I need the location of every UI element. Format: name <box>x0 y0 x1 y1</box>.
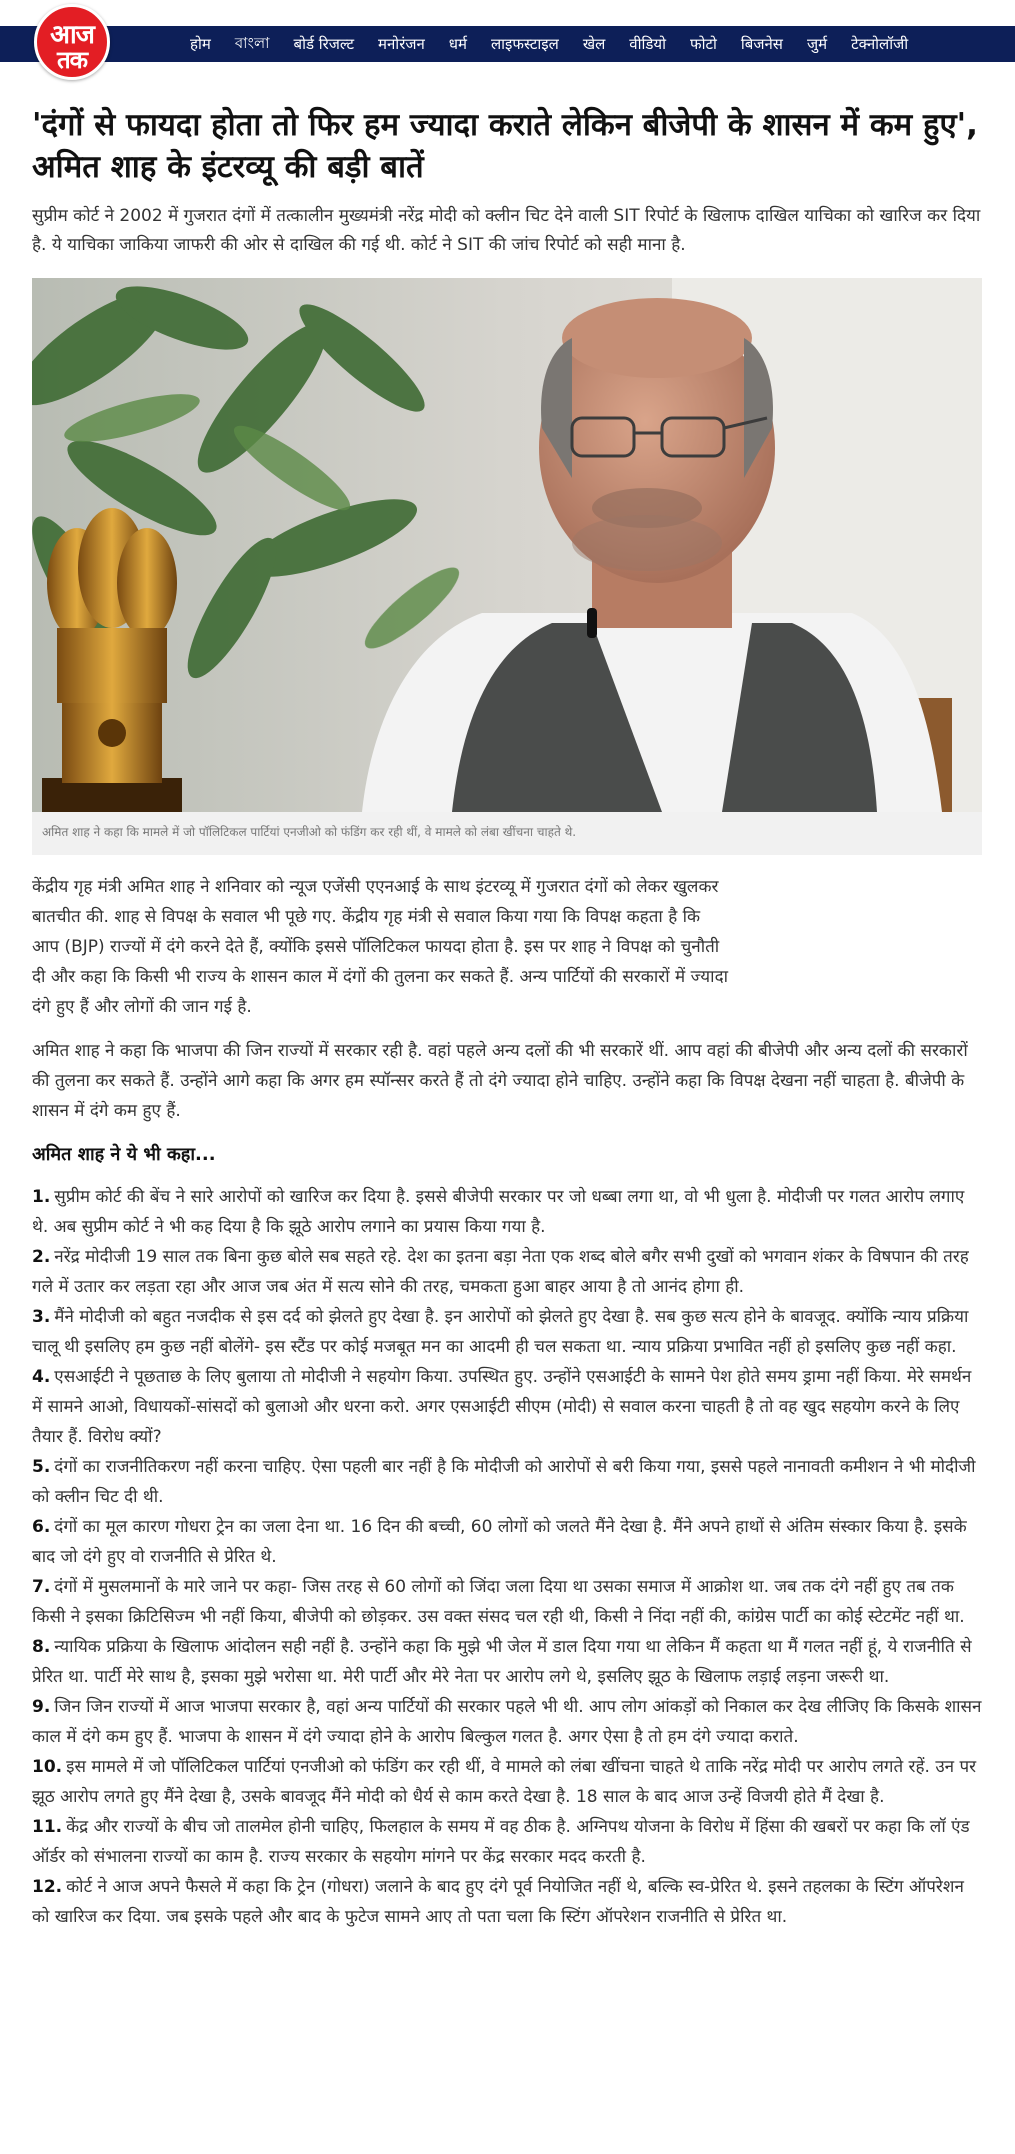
nav-item[interactable]: फोटो <box>690 35 717 53</box>
key-point-number: 9. <box>32 1697 51 1717</box>
key-point-number: 10. <box>32 1757 63 1777</box>
key-point-text: एसआईटी ने पूछताछ के लिए बुलाया तो मोदीजी ने सहयोग किया. उपस्थित हुए. उन्होंने एसआईटी के सामने पेश होते समय ड्रामा नहीं किया. मेरे समर्थन में सामने आओ, विधायकों-सांसदों को बुलाओ और धरना करो. अगर एसआईटी सीएम (मोदी) से सवाल करना चाहती है तो वह खुद सहयोग करने के लिए तैयार हैं. विरोध क्यों? <box>32 1367 972 1447</box>
key-point <box>32 1362 982 1452</box>
nav-item[interactable]: बिजनेस <box>740 35 783 53</box>
key-point <box>32 1572 982 1632</box>
key-point <box>32 1182 982 1242</box>
main-navigation <box>190 26 932 62</box>
key-point-number: 12. <box>32 1877 63 1897</box>
key-point-text: जिन जिन राज्यों में आज भाजपा सरकार है, वहां अन्य पार्टियों की सरकार पहले भी थी. आप लोग आंकड़ों को निकाल कर देख लीजिए कि किसके शासन काल में दंगे कम हुए हैं. भाजपा के शासन में दंगे ज्यादा होने के आरोप बिल्कुल गलत है. अगर ऐसा है तो हम दंगे ज्यादा कराते. <box>32 1697 982 1747</box>
logo-line1: आज <box>50 20 94 50</box>
key-point-text: दंगों में मुसलमानों के मारे जाने पर कहा- जिस तरह से 60 लोगों को जिंदा जला दिया था उसका समाज में आक्रोश था. जब तक दंगे नहीं हुए तब तक किसी ने इसका क्रिटिसिज्म भी नहीं किया, बीजेपी को छोड़कर. उस वक्त संसद चल रही थी, किसी ने निंदा नहीं की, कांग्रेस पार्टी का कोई स्टेटमेंट नहीं था. <box>32 1577 965 1627</box>
article-paragraph: केंद्रीय गृह मंत्री अमित शाह ने शनिवार को न्यूज एजेंसी एएनआई के साथ इंटरव्यू में गुजरात दंगों को लेकर खुलकर बातचीत की. शाह से विपक्ष के सवाल भी पूछे गए. केंद्रीय गृह मंत्री से सवाल किया गया कि विपक्ष कहता है कि आप (BJP) राज्यों में दंगे करने देते हैं, क्योंकि इससे पॉलिटिकल फायदा होता है. इस पर शाह ने विपक्ष को चुनौती दी और कहा कि किसी भी राज्य के शासन काल में दंगों की तुलना कर सकते हैं. अन्य पार्टियों की सरकारों में ज्यादा दंगे हुए हैं और लोगों की जान गई है. <box>32 877 728 1017</box>
key-point <box>32 1242 982 1302</box>
nav-item[interactable]: टेक्नोलॉजी <box>851 35 909 53</box>
key-point-text: इस मामले में जो पॉलिटिकल पार्टियां एनजीओ को फंडिंग कर रही थीं, वे मामले को लंबा खींचना चाहते थे ताकि नरेंद्र मोदी पर आरोप लगते रहें. उन पर झूठ आरोप लगते हुए मैंने देखा है, उसके बावजूद मैंने मोदी को धैर्य से काम करते देखा है. 18 साल के बाद आज उन्हें विजयी होते मैं देखा है. <box>32 1757 977 1807</box>
key-point <box>32 1692 982 1752</box>
article-subheading: अमित शाह ने ये भी कहा... <box>32 1144 216 1165</box>
nav-item[interactable]: बोर्ड रिजल्ट <box>293 35 355 53</box>
article-paragraph: अमित शाह ने कहा कि भाजपा की जिन राज्यों में सरकार रही है. वहां पहले अन्य दलों की भी सरकारें थीं. आप वहां की बीजेपी और अन्य दलों की सरकारों की तुलना कर सकते हैं. उन्होंने आगे कहा कि अगर हम स्पॉन्सर करते हैं तो दंगे ज्यादा होने चाहिए. उन्होंने कहा कि विपक्ष देखना नहीं चाहता है. बीजेपी के शासन में दंगे कम हुए हैं. <box>32 1041 968 1121</box>
key-point-text: नरेंद्र मोदीजी 19 साल तक बिना कुछ बोले सब सहते रहे. देश का इतना बड़ा नेता एक शब्द बोले बगैर सभी दुखों को भगवान शंकर के विषपान की तरह गले में उतार कर लड़ता रहा और आज जब अंत में सत्य सोने की तरह, चमकता हुआ बाहर आया है तो आनंद होगा ही. <box>32 1247 969 1297</box>
key-point-number: 8. <box>32 1637 51 1657</box>
key-point-text: दंगों का मूल कारण गोधरा ट्रेन का जला देना था. 16 दिन की बच्ची, 60 लोगों को जलते मैंने देखा है. मैंने अपने हाथों से अंतिम संस्कार किया है. इसके बाद जो दंगे हुए वो राजनीति से प्रेरित थे. <box>32 1517 967 1567</box>
article-photo[interactable] <box>32 278 982 812</box>
article-headline: 'दंगों से फायदा होता तो फिर हम ज्यादा कराते लेकिन बीजेपी के शासन में कम हुए', अमित शाह के इंटरव्यू की बड़ी बातें <box>32 107 978 185</box>
article-body <box>32 872 982 1932</box>
key-point-number: 4. <box>32 1367 51 1387</box>
nav-item[interactable]: वीडियो <box>629 35 666 53</box>
key-point-text: दंगों का राजनीतिकरण नहीं करना चाहिए. ऐसा पहली बार नहीं है कि मोदीजी को आरोपों से बरी किया गया, इससे पहले नानावती कमीशन ने भी मोदीजी को क्लीन चिट दी थी. <box>32 1457 976 1507</box>
logo-line2: तक <box>56 46 88 74</box>
key-point-number: 7. <box>32 1577 51 1597</box>
key-point <box>32 1872 982 1932</box>
nav-item[interactable]: বাংলা <box>234 33 270 52</box>
article-summary: सुप्रीम कोर्ट ने 2002 में गुजरात दंगों में तत्कालीन मुख्यमंत्री नरेंद्र मोदी को क्लीन चिट देने वाली SIT रिपोर्ट के खिलाफ दाखिल याचिका को खारिज कर दिया है. ये याचिका जाकिया जाफरी की ओर से दाखिल की गई थी. कोर्ट ने SIT की जांच रिपोर्ट को सही माना है. <box>32 206 981 255</box>
key-point <box>32 1812 982 1872</box>
key-point-number: 11. <box>32 1817 63 1837</box>
key-point-number: 2. <box>32 1247 51 1267</box>
nav-item[interactable]: लाइफस्टाइल <box>491 35 559 53</box>
nav-item[interactable]: जुर्म <box>806 35 828 53</box>
nav-item[interactable]: खेल <box>582 35 606 53</box>
key-point-text: केंद्र और राज्यों के बीच जो तालमेल होनी चाहिए, फिलहाल के समय में वह ठीक है. अग्निपथ योजना के विरोध में हिंसा की खबरों पर कहा कि लॉ एंड ऑर्डर को संभालना राज्यों का काम है. राज्य सरकार के सहयोग मांगने पर केंद्र सरकार मदद करती है. <box>32 1817 970 1867</box>
nav-item[interactable]: होम <box>190 35 211 53</box>
nav-item[interactable]: मनोरंजन <box>378 35 425 53</box>
key-point <box>32 1452 982 1512</box>
key-point-text: न्यायिक प्रक्रिया के खिलाफ आंदोलन सही नहीं है. उन्होंने कहा कि मुझे भी जेल में डाल दिया गया था लेकिन मैं कहता था मैं गलत नहीं हूं, ये राजनीति से प्रेरित था. पार्टी मेरे साथ है, इसका मुझे भरोसा था. मेरी पार्टी और मेरे नेता पर आरोप लगे थे, इसलिए झूठ के खिलाफ लड़ाई लड़ना जरूरी था. <box>32 1637 972 1687</box>
photo-caption: अमित शाह ने कहा कि मामले में जो पॉलिटिकल पार्टियां एनजीओ को फंडिंग कर रही थीं, वे मामले को लंबा खींचना चाहते थे. <box>42 825 577 839</box>
article-header <box>32 104 982 260</box>
key-point <box>32 1512 982 1572</box>
key-point-number: 6. <box>32 1517 51 1537</box>
aaj-tak-logo[interactable] <box>34 4 110 80</box>
key-point-number: 3. <box>32 1307 51 1327</box>
key-point <box>32 1632 982 1692</box>
key-point <box>32 1752 982 1812</box>
key-point <box>32 1302 982 1362</box>
article-photo-block <box>32 278 982 855</box>
nav-item[interactable]: धर्म <box>448 35 467 53</box>
key-point-text: सुप्रीम कोर्ट की बेंच ने सारे आरोपों को खारिज कर दिया है. इससे बीजेपी सरकार पर जो धब्बा लगा था, वो भी धुला है. मोदीजी पर गलत आरोप लगाए थे. अब सुप्रीम कोर्ट ने भी कह दिया है कि झूठे आरोप लगाने का प्रयास किया गया है. <box>32 1187 965 1237</box>
key-point-number: 1. <box>32 1187 51 1207</box>
key-point-text: मैंने मोदीजी को बहुत नजदीक से इस दर्द को झेलते हुए देखा है. इन आरोपों को झेलते हुए देखा है. सब कुछ सत्य होने के बावजूद. क्योंकि न्याय प्रक्रिया चालू थी इसलिए हम कुछ नहीं बोलेंगे- इस स्टैंड पर कोई मजबूत मन का आदमी ही चल सकता था. न्याय प्रक्रिया प्रभावित नहीं हो इसलिए कुछ नहीं कहा. <box>32 1307 969 1357</box>
key-point-text: कोर्ट ने आज अपने फैसले में कहा कि ट्रेन (गोधरा) जलाने के बाद हुए दंगे पूर्व नियोजित नहीं थे, बल्कि स्व-प्रेरित थे. इसने तहलका के स्टिंग ऑपरेशन को खारिज कर दिया. जब इसके पहले और बाद के फुटेज सामने आए तो पता चला कि स्टिंग ऑपरेशन राजनीति से प्रेरित था. <box>32 1877 964 1927</box>
key-points-list <box>32 1182 982 1932</box>
key-point-number: 5. <box>32 1457 51 1477</box>
